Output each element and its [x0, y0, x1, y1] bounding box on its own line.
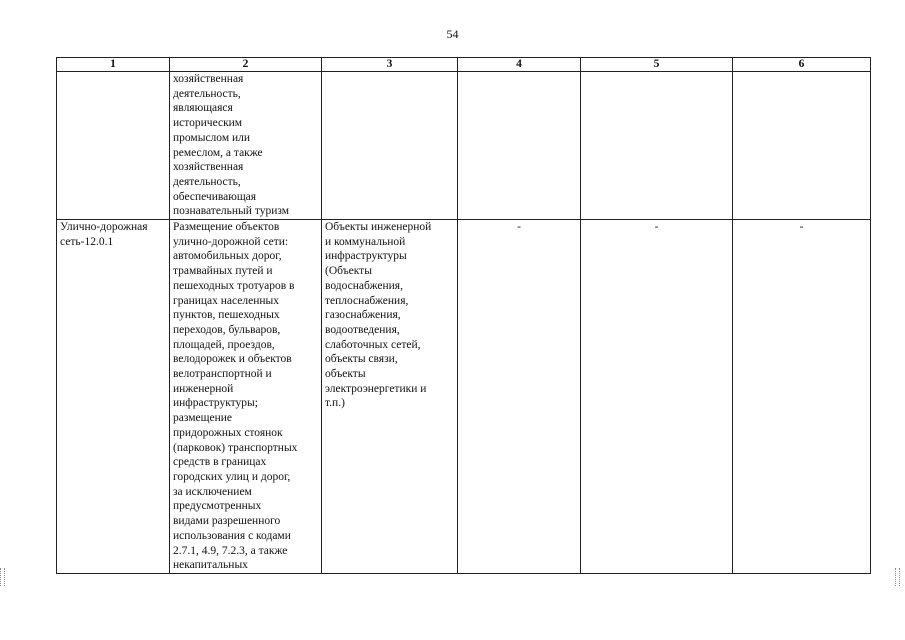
- table-cell: [322, 72, 458, 220]
- cell-text-line: пунктов, пешеходных: [173, 309, 280, 322]
- column-header: 2: [170, 58, 322, 72]
- cell-text-line: велодорожек и объектов: [173, 353, 292, 366]
- cell-text-line: Улично-дорожная: [60, 221, 148, 234]
- table-cell: [170, 220, 322, 574]
- cell-text-line: газоснабжения,: [325, 309, 401, 322]
- cell-text-line: инфраструктуры;: [173, 397, 258, 410]
- cell-text-line: водоотведения,: [325, 323, 400, 336]
- cell-text-line: -: [799, 221, 804, 234]
- cell-text-line: ремеслом, а также: [173, 146, 263, 159]
- cell-text-line: деятельность,: [173, 175, 241, 188]
- table-row: [57, 72, 871, 220]
- scan-margin-mark: [0, 568, 5, 586]
- table-cell: [322, 220, 458, 574]
- cell-text-line: придорожных стоянок: [173, 426, 283, 439]
- cell-text-line: некапитальных: [173, 559, 248, 572]
- zoning-table: [56, 57, 871, 574]
- table-header-row: [57, 58, 871, 72]
- cell-text-line: улично-дорожной сети:: [173, 235, 289, 248]
- column-header: 1: [57, 58, 170, 72]
- cell-text-line: сеть-12.0.1: [60, 235, 114, 248]
- cell-text-line: инженерной: [173, 382, 234, 395]
- cell-text-line: трамвайных путей и: [173, 265, 273, 278]
- cell-text-line: площадей, проездов,: [173, 338, 275, 351]
- cell-text-line: границах населенных: [173, 294, 279, 307]
- table-body: [57, 72, 871, 574]
- table-cell: [458, 72, 581, 220]
- cell-text-line: размещение: [173, 412, 232, 425]
- cell-text-line: (Объекты: [325, 265, 372, 278]
- cell-text-line: городских улиц и дорог,: [173, 470, 291, 483]
- table-cell: [581, 220, 733, 574]
- cell-text-line: познавательный туризм: [173, 205, 289, 218]
- cell-text-line: (парковок) транспортных: [173, 441, 298, 454]
- table-cell: [170, 72, 322, 220]
- cell-text-line: водоснабжения,: [325, 279, 403, 292]
- cell-text-line: слаботочных сетей,: [325, 338, 421, 351]
- cell-text-line: и коммунальной: [325, 235, 406, 248]
- column-header: 6: [733, 58, 871, 72]
- cell-text-line: велотранспортной и: [173, 368, 272, 381]
- scan-margin-mark: [895, 568, 900, 586]
- cell-text-line: предусмотренных: [173, 500, 262, 513]
- cell-text-line: пешеходных тротуаров в: [173, 279, 295, 292]
- cell-text-line: хозяйственная: [173, 161, 244, 174]
- cell-text-line: т.п.): [325, 397, 345, 410]
- column-header: 3: [322, 58, 458, 72]
- cell-text-line: 2.7.1, 4.9, 7.2.3, а также: [173, 544, 288, 557]
- cell-text-line: объекты: [325, 368, 366, 381]
- table-cell: [733, 220, 871, 574]
- cell-text-line: историческим: [173, 117, 243, 130]
- table-cell: [581, 72, 733, 220]
- table-cell: [458, 220, 581, 574]
- cell-text-line: обеспечивающая: [173, 190, 257, 203]
- cell-text-line: средств в границах: [173, 456, 267, 469]
- column-header: 5: [581, 58, 733, 72]
- cell-text-line: автомобильных дорог,: [173, 250, 282, 263]
- table-cell: [57, 72, 170, 220]
- cell-text-line: объекты связи,: [325, 353, 398, 366]
- cell-text-line: инфраструктуры: [325, 250, 407, 263]
- table-cell: [733, 72, 871, 220]
- cell-text-line: видами разрешенного: [173, 515, 281, 528]
- cell-text-line: являющаяся: [173, 102, 233, 115]
- table-cell: [57, 220, 170, 574]
- cell-text-line: -: [654, 221, 659, 234]
- cell-text-line: промыслом или: [173, 131, 251, 144]
- cell-text-line: -: [517, 221, 521, 234]
- cell-text-line: переходов, бульваров,: [173, 323, 281, 336]
- cell-text-line: теплоснабжения,: [325, 294, 409, 307]
- cell-text-line: электроэнергетики и: [325, 382, 427, 395]
- cell-text-line: деятельность,: [173, 87, 241, 100]
- cell-text-line: использования с кодами: [173, 529, 291, 542]
- column-header: 4: [458, 58, 581, 72]
- cell-text-line: Размещение объектов: [173, 221, 280, 234]
- cell-text-line: за исключением: [173, 485, 252, 498]
- page-number: 54: [446, 27, 459, 41]
- cell-text-line: хозяйственная: [173, 73, 244, 85]
- table-row: [57, 220, 871, 574]
- cell-text-line: Объекты инженерной: [325, 221, 432, 234]
